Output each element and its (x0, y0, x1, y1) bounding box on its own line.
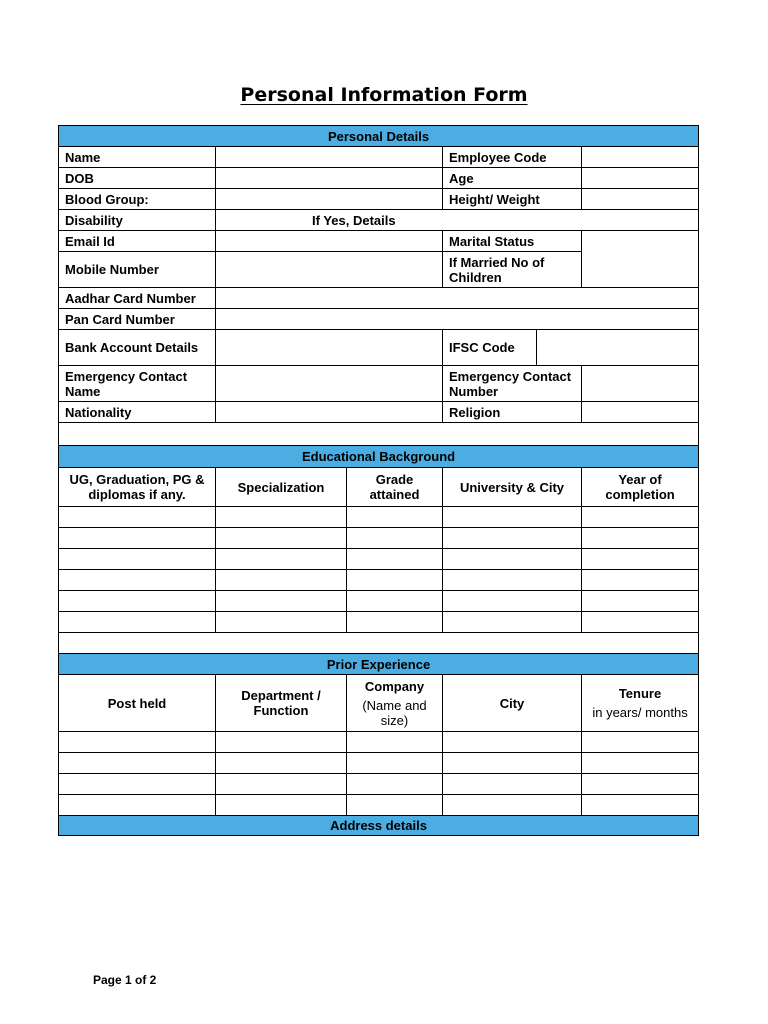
exp-row (59, 732, 699, 753)
label-bank: Bank Account Details (59, 330, 216, 366)
section-header-personal: Personal Details (59, 126, 699, 147)
edu-header-degree: UG, Graduation, PG & diplomas if any. (59, 468, 216, 507)
label-mobile: Mobile Number (59, 252, 216, 288)
edu-cell[interactable] (216, 528, 347, 549)
exp-cell[interactable] (347, 732, 443, 753)
exp-cell[interactable] (347, 774, 443, 795)
label-disability: Disability (59, 210, 216, 231)
label-age: Age (443, 168, 582, 189)
label-aadhar: Aadhar Card Number (59, 288, 216, 309)
field-ifsc[interactable] (537, 330, 699, 366)
edu-row (59, 528, 699, 549)
label-pan: Pan Card Number (59, 309, 216, 330)
edu-row (59, 570, 699, 591)
page-title (0, 84, 768, 106)
field-employee-code[interactable] (582, 147, 699, 168)
exp-header-tenure-title: Tenure (618, 686, 662, 701)
edu-cell[interactable] (347, 570, 443, 591)
label-employee-code: Employee Code (443, 147, 582, 168)
exp-header-department: Department / Function (216, 675, 347, 732)
exp-header-city: City (443, 675, 582, 732)
section-header-address: Address details (59, 816, 699, 836)
edu-cell[interactable] (347, 591, 443, 612)
page-number: Page 1 of 2 (93, 973, 157, 987)
label-ifsc: IFSC Code (443, 330, 537, 366)
spacer-row (59, 423, 699, 446)
edu-header-specialization: Specialization (216, 468, 347, 507)
exp-row (59, 753, 699, 774)
edu-cell[interactable] (582, 612, 699, 633)
edu-row (59, 612, 699, 633)
edu-cell[interactable] (347, 549, 443, 570)
field-mobile[interactable] (216, 252, 443, 288)
label-religion: Religion (443, 402, 582, 423)
field-dob[interactable] (216, 168, 443, 189)
exp-cell[interactable] (443, 732, 582, 753)
field-height-weight[interactable] (582, 189, 699, 210)
label-if-yes-details: If Yes, Details (312, 212, 396, 228)
edu-cell[interactable] (582, 549, 699, 570)
exp-cell[interactable] (216, 774, 347, 795)
edu-cell[interactable] (582, 591, 699, 612)
edu-cell[interactable] (216, 570, 347, 591)
edu-cell[interactable] (582, 570, 699, 591)
field-age[interactable] (582, 168, 699, 189)
exp-cell[interactable] (443, 774, 582, 795)
exp-cell[interactable] (582, 732, 699, 753)
section-header-education: Educational Background (59, 446, 699, 468)
exp-cell[interactable] (216, 795, 347, 816)
exp-cell[interactable] (59, 753, 216, 774)
edu-cell[interactable] (347, 612, 443, 633)
exp-cell[interactable] (347, 753, 443, 774)
field-disability-details[interactable] (216, 210, 699, 231)
edu-cell[interactable] (443, 612, 582, 633)
field-religion[interactable] (582, 402, 699, 423)
label-nationality: Nationality (59, 402, 216, 423)
personal-information-form (58, 125, 699, 836)
exp-header-company (347, 675, 443, 732)
label-email: Email Id (59, 231, 216, 252)
edu-cell[interactable] (582, 528, 699, 549)
exp-cell[interactable] (443, 795, 582, 816)
edu-cell[interactable] (216, 612, 347, 633)
label-height-weight: Height/ Weight (443, 189, 582, 210)
edu-row (59, 549, 699, 570)
edu-cell[interactable] (59, 570, 216, 591)
edu-cell[interactable] (347, 507, 443, 528)
label-emergency-name: Emergency Contact Name (59, 366, 216, 402)
exp-cell[interactable] (216, 732, 347, 753)
edu-cell[interactable] (443, 570, 582, 591)
edu-header-year: Year of completion (582, 468, 699, 507)
edu-cell[interactable] (582, 507, 699, 528)
exp-cell[interactable] (443, 753, 582, 774)
field-emergency-number[interactable] (582, 366, 699, 402)
exp-header-tenure (582, 675, 699, 732)
field-email[interactable] (216, 231, 443, 252)
exp-header-tenure-note: in years/ months (592, 705, 688, 720)
label-name: Name (59, 147, 216, 168)
edu-cell[interactable] (347, 528, 443, 549)
spacer-row (59, 633, 699, 654)
edu-cell[interactable] (443, 507, 582, 528)
field-emergency-name[interactable] (216, 366, 443, 402)
edu-header-university: University & City (443, 468, 582, 507)
exp-cell[interactable] (59, 795, 216, 816)
edu-row (59, 507, 699, 528)
exp-header-company-note: (Name and size) (362, 697, 427, 728)
label-marital-status: Marital Status (443, 231, 582, 252)
label-emergency-number: Emergency Contact Number (443, 366, 582, 402)
exp-row (59, 795, 699, 816)
exp-cell[interactable] (582, 753, 699, 774)
edu-header-grade: Grade attained (347, 468, 443, 507)
exp-row (59, 774, 699, 795)
page-title-text: Personal Information Form (240, 84, 528, 106)
exp-cell[interactable] (582, 774, 699, 795)
edu-row (59, 591, 699, 612)
edu-cell[interactable] (59, 507, 216, 528)
label-children: If Married No of Children (443, 252, 582, 288)
field-blood-group[interactable] (216, 189, 443, 210)
exp-header-post: Post held (59, 675, 216, 732)
field-name[interactable] (216, 147, 443, 168)
exp-cell[interactable] (216, 753, 347, 774)
edu-cell[interactable] (443, 528, 582, 549)
field-bank[interactable] (216, 330, 443, 366)
label-blood-group: Blood Group: (59, 189, 216, 210)
edu-cell[interactable] (216, 591, 347, 612)
edu-cell[interactable] (59, 591, 216, 612)
edu-cell[interactable] (443, 549, 582, 570)
field-aadhar[interactable] (216, 288, 699, 309)
field-nationality[interactable] (216, 402, 443, 423)
edu-cell[interactable] (216, 507, 347, 528)
field-marital-status[interactable] (582, 231, 699, 288)
exp-cell[interactable] (59, 732, 216, 753)
exp-header-company-title: Company (364, 678, 425, 694)
exp-cell[interactable] (582, 795, 699, 816)
edu-cell[interactable] (59, 549, 216, 570)
field-pan[interactable] (216, 309, 699, 330)
edu-cell[interactable] (59, 528, 216, 549)
edu-cell[interactable] (443, 591, 582, 612)
edu-cell[interactable] (216, 549, 347, 570)
edu-cell[interactable] (59, 612, 216, 633)
exp-cell[interactable] (347, 795, 443, 816)
label-dob: DOB (59, 168, 216, 189)
exp-cell[interactable] (59, 774, 216, 795)
section-header-experience: Prior Experience (59, 654, 699, 675)
